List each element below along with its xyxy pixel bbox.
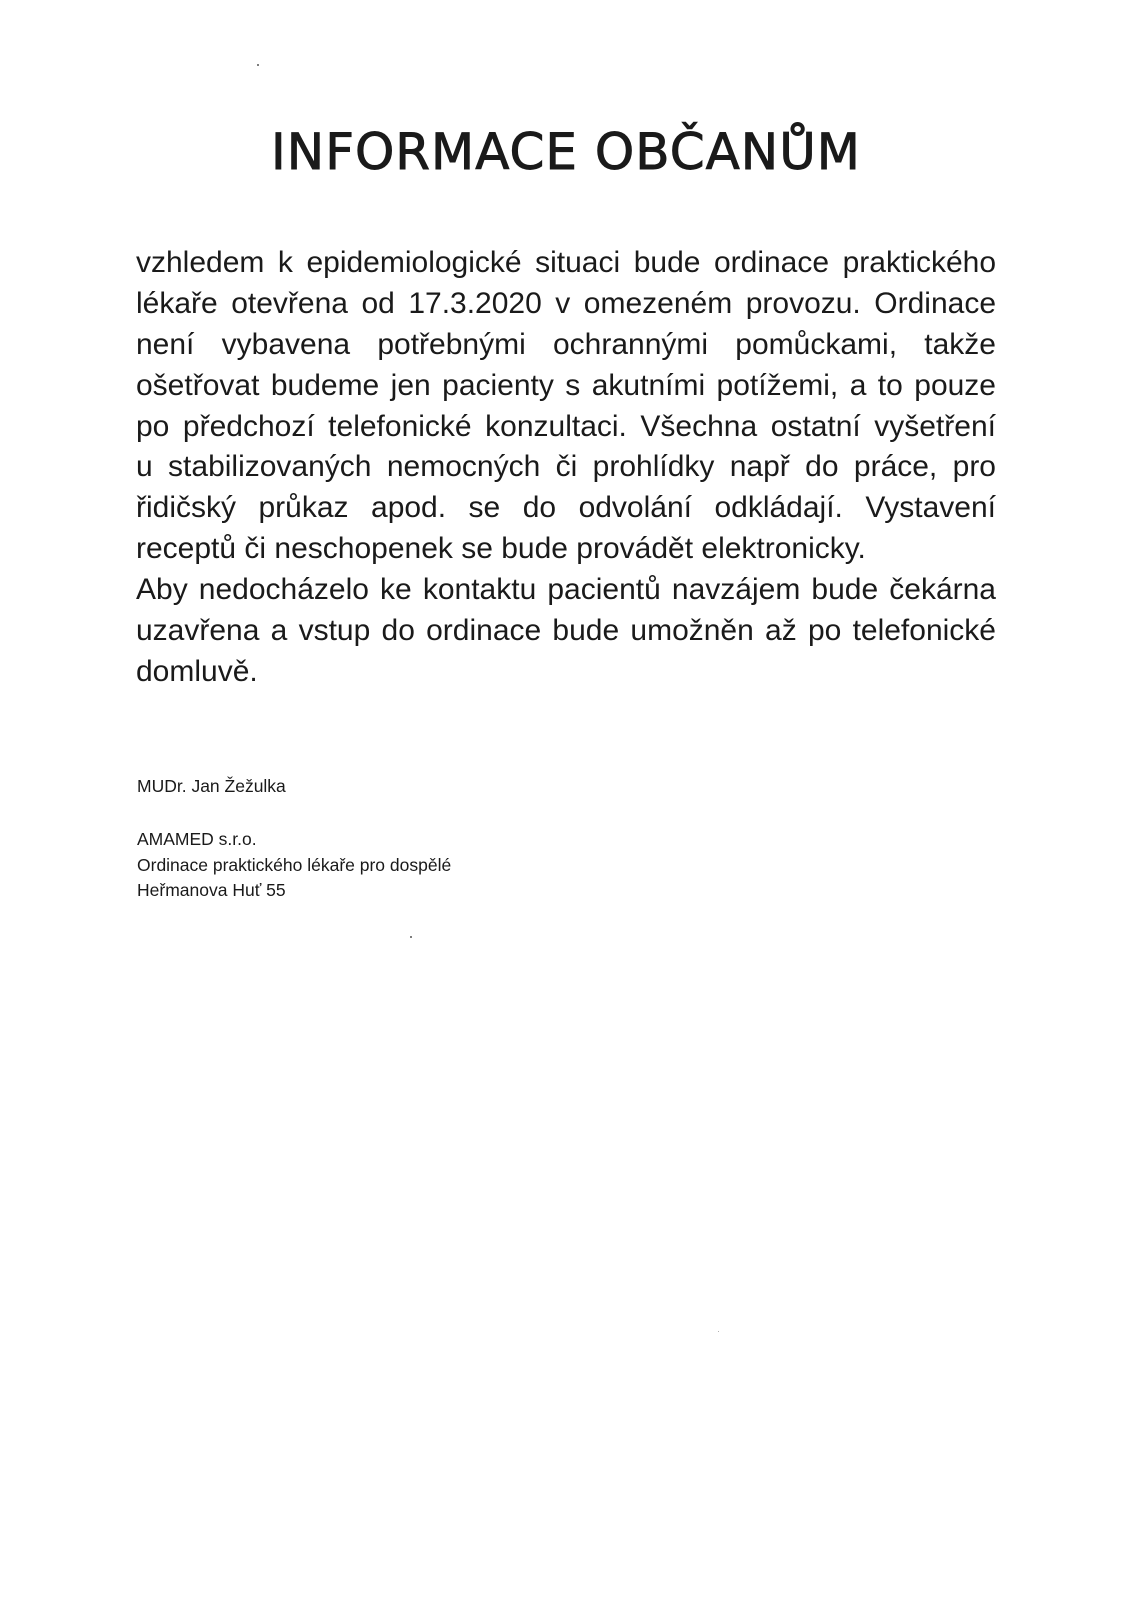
scan-speck — [410, 936, 412, 938]
address-block — [137, 827, 451, 904]
body-line: uzavřena a vstup do ordinace bude umožněn až po telefonické — [136, 614, 996, 648]
body-line: ošetřovat budeme jen pacienty s akutními potížemi, a to pouze — [136, 368, 996, 402]
body-line: po předchozí telefonické konzultaci. Všechna ostatní vyšetření — [136, 409, 996, 443]
body-line: řidičský průkaz apod. se do odvolání odkládají. Vystavení — [136, 491, 996, 525]
notice-body — [136, 243, 996, 693]
body-line: receptů či neschopenek se bude provádět elektronicky. — [136, 532, 866, 566]
address-line: Ordinace praktického lékaře pro dospělé — [137, 854, 452, 875]
document-title: INFORMACE OBČANŮM — [271, 123, 861, 181]
scan-speck — [718, 1331, 719, 1332]
scan-speck — [257, 64, 259, 66]
signer-name: MUDr. Jan Žežulka — [137, 776, 286, 796]
body-line: lékaře otevřena od 17.3.2020 v omezeném provozu. Ordinace — [136, 286, 996, 320]
body-line: Aby nedocházelo ke kontaktu pacientů navzájem bude čekárna — [136, 573, 996, 607]
body-line: u stabilizovaných nemocných či prohlídky např do práce, pro — [136, 450, 996, 484]
address-line: Heřmanova Huť 55 — [137, 880, 286, 900]
body-line: domluvě. — [136, 654, 258, 688]
body-line: vzhledem k epidemiologické situaci bude ordinace praktického — [136, 246, 996, 279]
address-line: AMAMED s.r.o. — [137, 829, 257, 849]
body-line: není vybavena potřebnými ochrannými pomůckami, takže — [136, 327, 996, 361]
